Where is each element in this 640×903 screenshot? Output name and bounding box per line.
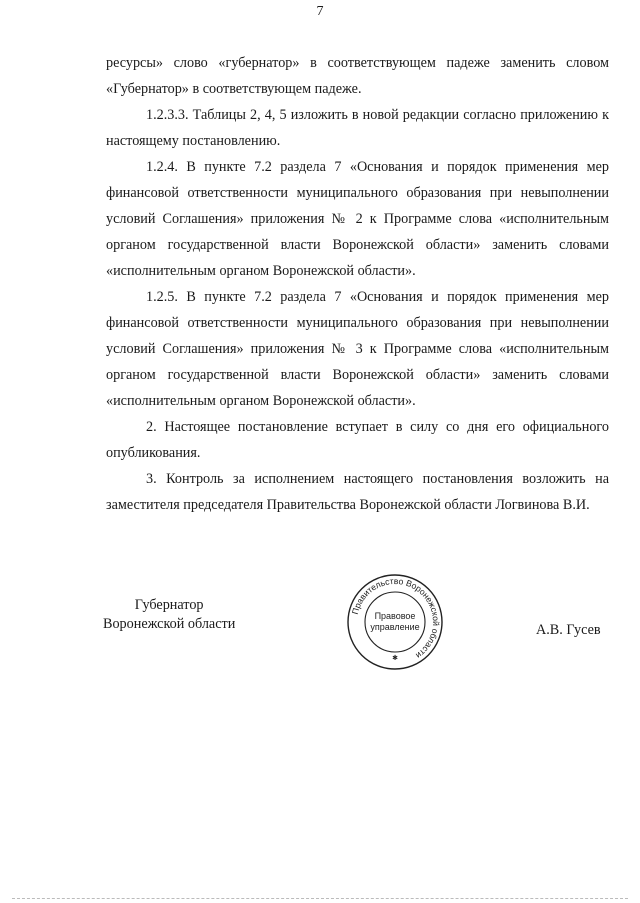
stamp-ring-text: Правительство Воронежской области bbox=[349, 575, 442, 661]
paragraph-1-2-5: 1.2.5. В пункте 7.2 раздела 7 «Основания и порядок применения мер финансовой ответственности муниципального образования при невыполнении условий Соглашения» приложения № 3 к Программе слова «исполнительным органом государственной власти Воронежской области» заменить словами «исполнительным органом Воронежской области». bbox=[106, 289, 609, 409]
paragraph-1-2-3-3: 1.2.3.3. Таблицы 2, 4, 5 изложить в новой редакции согласно приложению к настоящему постановлению. bbox=[106, 107, 609, 149]
signature-name: А.В. Гусев bbox=[536, 622, 601, 638]
document-body bbox=[106, 50, 609, 518]
scan-edge-line bbox=[12, 898, 628, 899]
page-number: 7 bbox=[316, 4, 324, 19]
stamp-center-line-2: управление bbox=[370, 622, 420, 632]
seal-stamp bbox=[345, 572, 445, 672]
paragraph-1-2-4: 1.2.4. В пункте 7.2 раздела 7 «Основания и порядок применения мер финансовой ответственности муниципального образования при невыполнении условий Соглашения» приложения № 2 к Программе слова «исполнительным органом государственной власти Воронежской области» заменить словами «исполнительным органом Воронежской области». bbox=[106, 159, 609, 279]
paragraph-2: 2. Настоящее постановление вступает в силу со дня его официального опубликования. bbox=[106, 419, 609, 461]
paragraph-continuation: ресурсы» слово «губернатор» в соответствующем падеже заменить словом «Губернатор» в соответствующем падеже. bbox=[106, 55, 609, 97]
paragraph-3: 3. Контроль за исполнением настоящего постановления возложить на заместителя председателя Правительства Воронежской области Логвинова В.И. bbox=[106, 471, 609, 513]
signature-region: Воронежской области bbox=[103, 616, 236, 632]
stamp-center-line-1: Правовое bbox=[374, 611, 416, 621]
stamp-star-icon: ✱ bbox=[392, 655, 398, 662]
signature-title: Губернатор bbox=[134, 597, 204, 613]
signature-position bbox=[103, 596, 235, 634]
